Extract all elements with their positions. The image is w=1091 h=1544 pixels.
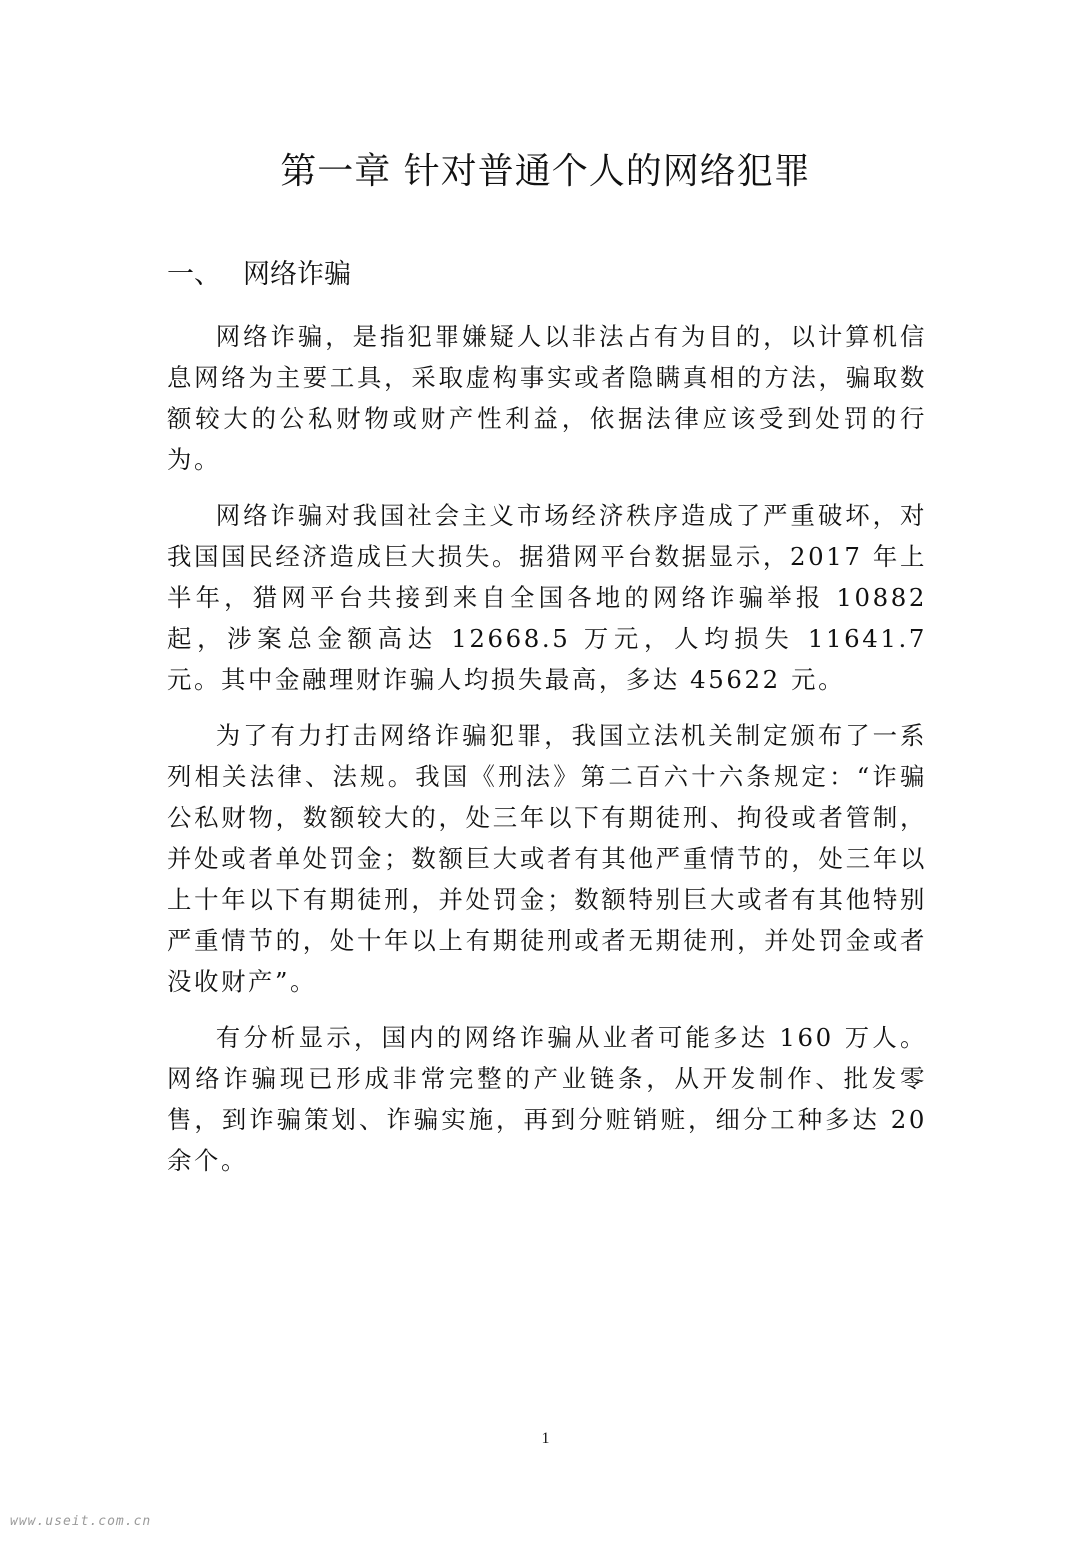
section-title: 网络诈骗 (243, 259, 351, 290)
watermark: www.useit.com.cn (10, 1514, 152, 1529)
section-number: 一、 (167, 259, 221, 290)
paragraph-definition: 网络诈骗，是指犯罪嫌疑人以非法占有为目的，以计算机信息网络为主要工具，采取虚构事实或者隐瞒真相的方法，骗取数额较大的公私财物或财产性利益，依据法律应该受到处罚的行为。 (167, 322, 927, 474)
paragraph-criminal-law: 为了有力打击网络诈骗犯罪，我国立法机关制定颁布了一系列相关法律、法规。我国《刑法》第二百六十六条规定：“诈骗公私财物，数额较大的，处三年以下有期徒刑、拘役或者管制，并处或者单处罚金；数额巨大或者有其他严重情节的，处三年以上十年以下有期徒刑，并处罚金；数额特别巨大或者有其他特别严重情节的，处十年以上有期徒刑或者无期徒刑，并处罚金或者没收财产”。 (167, 721, 927, 996)
paragraph-statistics: 网络诈骗对我国社会主义市场经济秩序造成了严重破坏，对我国国民经济造成巨大损失。据猎网平台数据显示，2017 年上半年，猎网平台共接到来自全国各地的网络诈骗举报 10882 起，涉案总金额高达 12668.5 万元，人均损失 11641.7 元。其中金融理财诈骗人均损失最高，多达 45622 元。 (167, 501, 927, 694)
section-heading (167, 255, 351, 295)
chapter-title: 第一章 针对普通个人的网络犯罪 (280, 151, 811, 192)
body-text (167, 316, 927, 1196)
paragraph-industry-chain: 有分析显示，国内的网络诈骗从业者可能多达 160 万人。网络诈骗现已形成非常完整的产业链条，从开发制作、批发零售，到诈骗策划、诈骗实施，再到分赃销赃，细分工种多达 20 余个。 (167, 1023, 927, 1175)
page-number: 1 (541, 1430, 550, 1447)
